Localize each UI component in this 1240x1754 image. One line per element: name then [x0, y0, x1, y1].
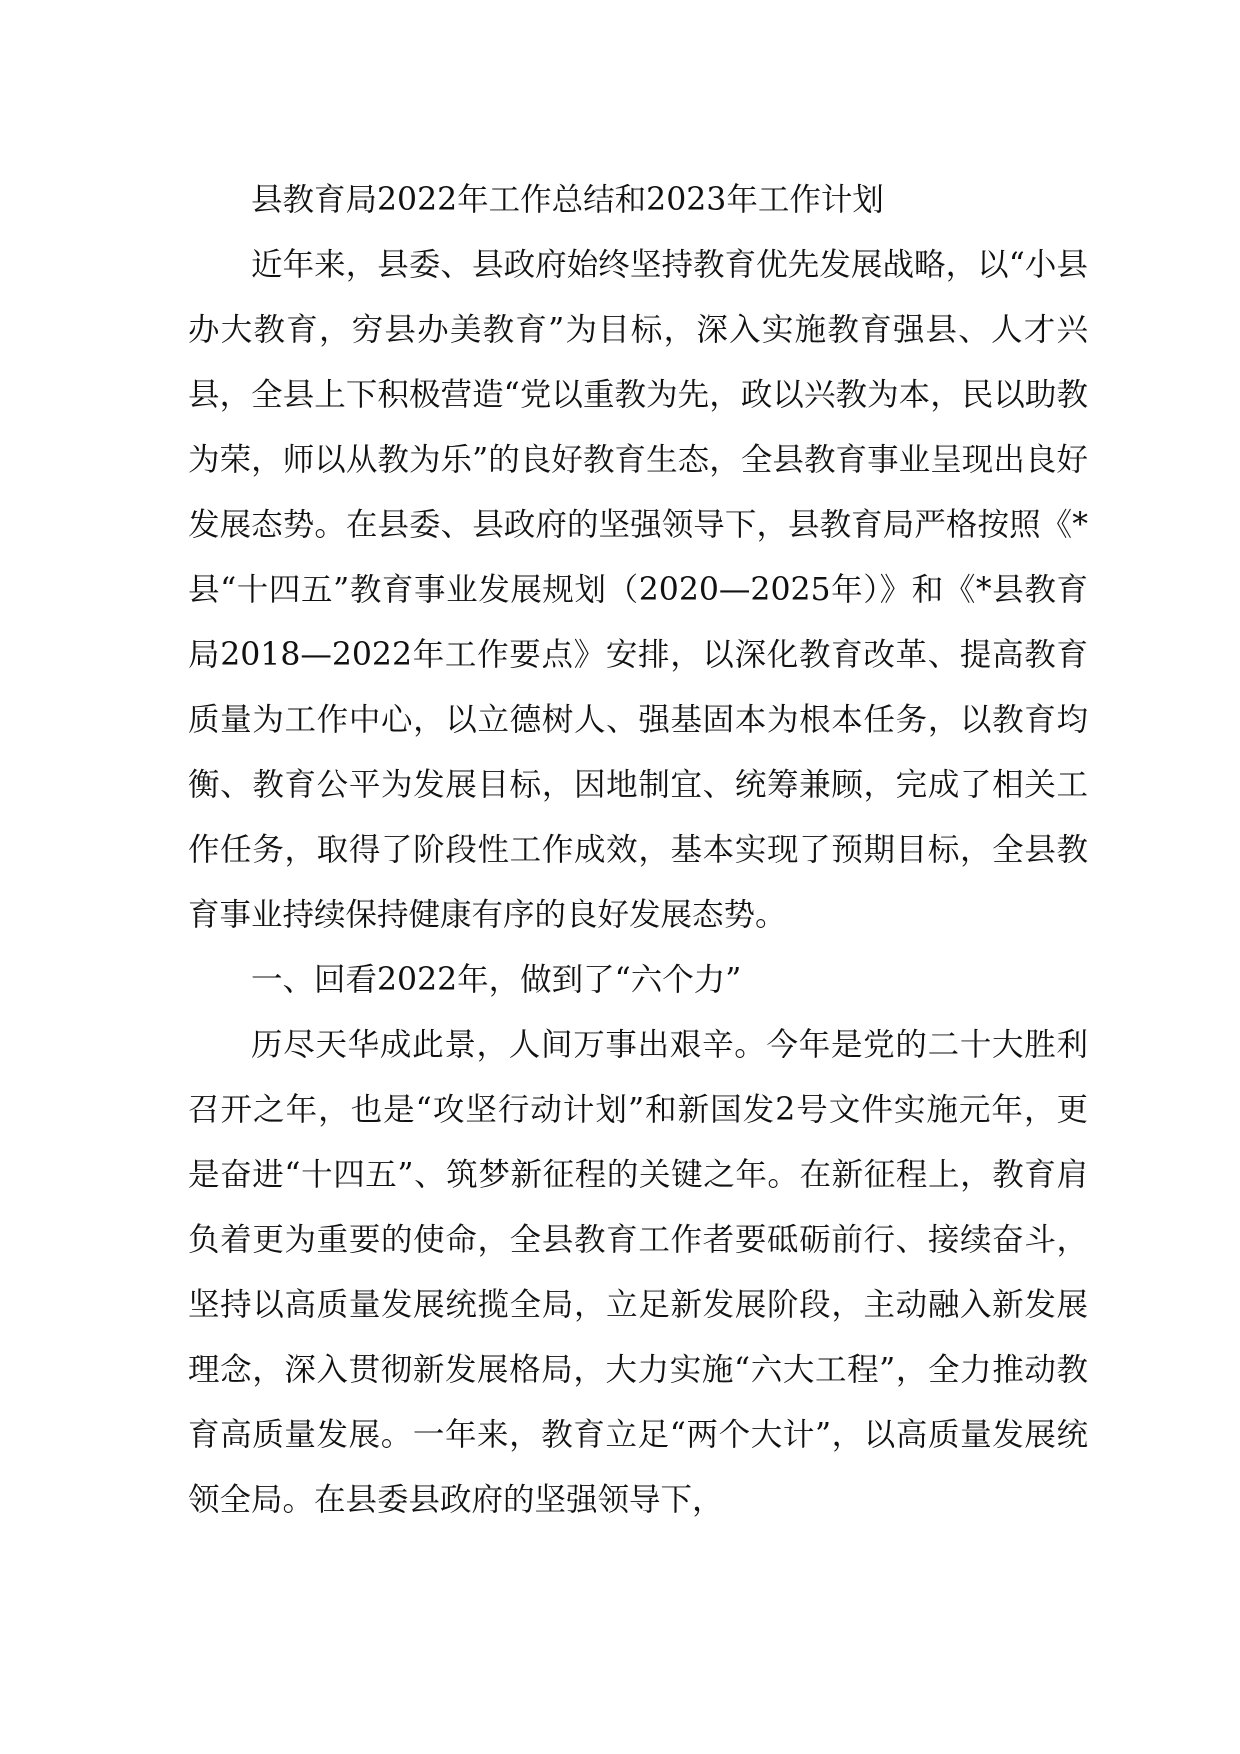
section-heading-1: 一、回看2022年，做到了“六个力”	[251, 962, 742, 998]
paragraph-intro: 近年来，县委、县政府始终坚持教育优先发展战略，以“小县办大教育，穷县办美教育”为目标，深入实施教育强县、人才兴县，全县上下积极营造“党以重教为先，政以兴教为本，民以助教为荣，师以从教为乐”的良好教育生态，全县教育事业呈现出良好发展态势。在县委、县政府的坚强领导下，县教育局严格按照《*县“十四五”教育事业发展规划（2020—2025年）》和《*县教育局2018—2022年工作要点》安排，以深化教育改革、提高教育质量为工作中心，以立德树人、强基固本为根本任务，以教育均衡、教育公平为发展目标，因地制宜、统筹兼顾，完成了相关工作任务，取得了阶段性工作成效，基本实现了预期目标，全县教育事业持续保持健康有序的良好发展态势。	[188, 247, 1088, 933]
document-title: 县教育局2022年工作总结和2023年工作计划	[251, 182, 884, 218]
paragraph-review: 历尽天华成此景，人间万事出艰辛。今年是党的二十大胜利召开之年，也是“攻坚行动计划”和新国发2号文件实施元年，更是奋进“十四五”、筑梦新征程的关键之年。在新征程上，教育肩负着更为重要的使命，全县教育工作者要砥砺前行、接续奋斗，坚持以高质量发展统揽全局，立足新发展阶段，主动融入新发展理念，深入贯彻新发展格局，大力实施“六大工程”，全力推动教育高质量发展。一年来，教育立足“两个大计”，以高质量发展统领全局。在县委县政府的坚强领导下，	[188, 1027, 1088, 1518]
document-body	[188, 168, 1088, 1533]
